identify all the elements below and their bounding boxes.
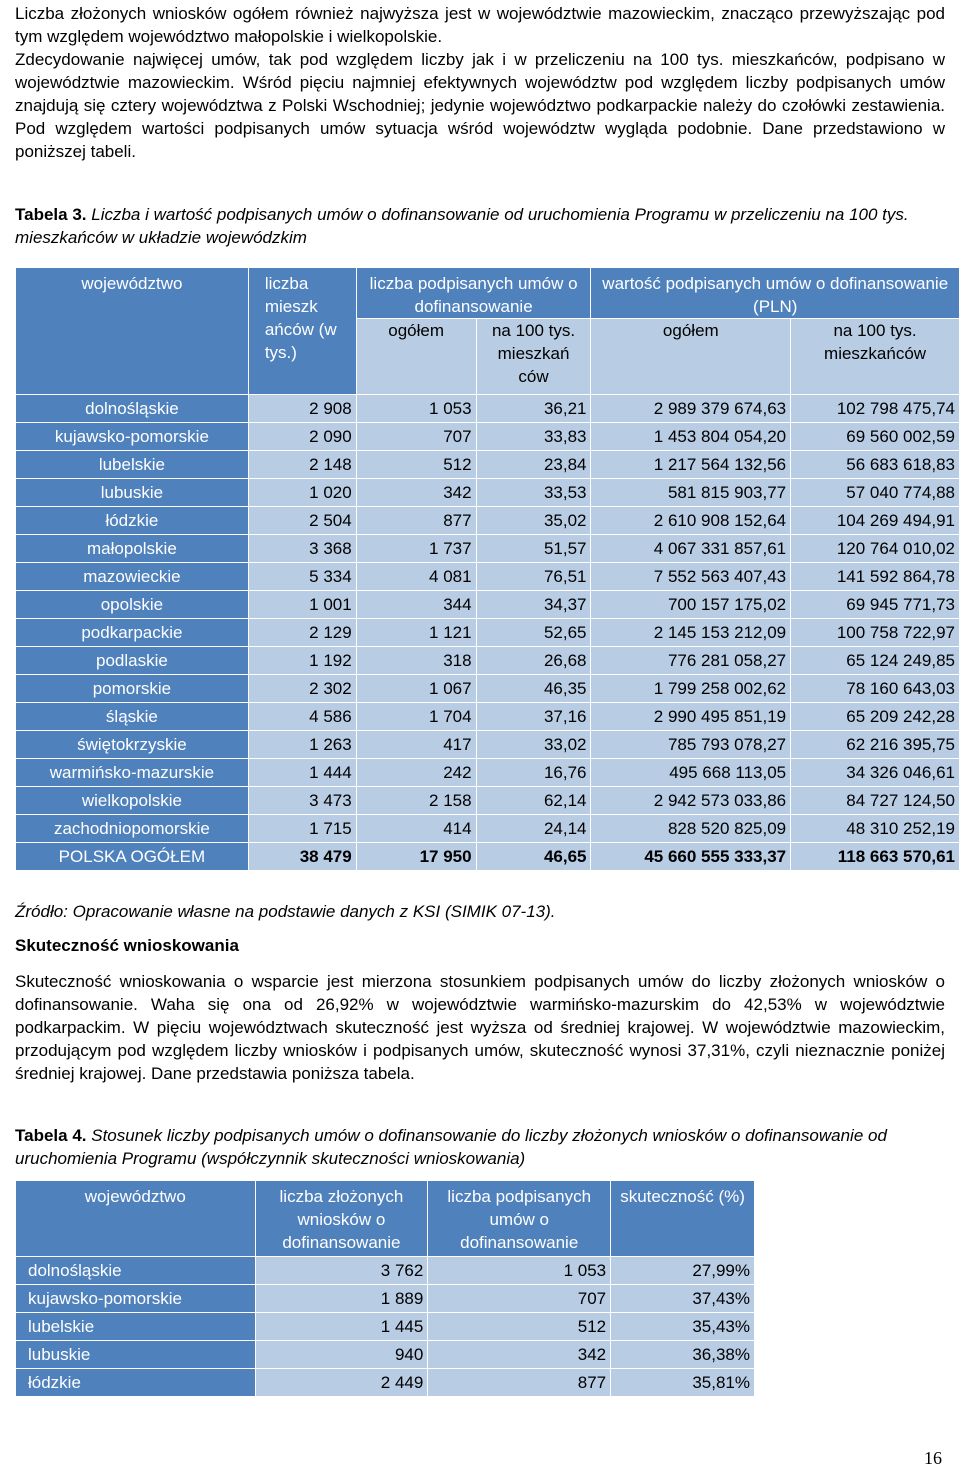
value-cell: 581 815 903,77 <box>591 479 791 507</box>
population-cell: 2 302 <box>248 675 356 703</box>
value-per100-cell: 120 764 010,02 <box>791 535 960 563</box>
count-cell: 4 081 <box>356 563 476 591</box>
count-per100-cell: 76,51 <box>476 563 591 591</box>
table3-row <box>16 451 960 479</box>
table4-caption-text: Stosunek liczby podpisanych umów o dofinansowanie do liczby złożonych wniosków o dofinansowanie od uruchomienia Programu (współczynnik skuteczności wnioskowania) <box>15 1126 887 1168</box>
count-per100-cell: 46,35 <box>476 675 591 703</box>
count-cell: 707 <box>356 423 476 451</box>
count-per100-cell: 33,83 <box>476 423 591 451</box>
population-cell: 3 368 <box>248 535 356 563</box>
population-cell: 1 020 <box>248 479 356 507</box>
table4-header-applications: liczba złożonych wniosków o dofinansowanie <box>255 1181 428 1257</box>
table3-header-count-group: liczba podpisanych umów o dofinansowanie <box>356 268 591 319</box>
table3-caption <box>15 203 945 249</box>
count-per100-cell: 35,02 <box>476 507 591 535</box>
rate-cell: 37,43% <box>611 1285 755 1313</box>
population-cell: 2 148 <box>248 451 356 479</box>
table4-caption <box>15 1124 945 1170</box>
rate-cell: 35,81% <box>611 1369 755 1397</box>
region-cell: śląskie <box>16 703 249 731</box>
table3-header-count-total: ogółem <box>356 319 476 395</box>
region-cell: wielkopolskie <box>16 787 249 815</box>
count-per100-cell: 24,14 <box>476 815 591 843</box>
value-per100-cell: 100 758 722,97 <box>791 619 960 647</box>
count-cell: 1 121 <box>356 619 476 647</box>
section-heading: Skuteczność wnioskowania <box>15 936 239 955</box>
value-per100-cell: 56 683 618,83 <box>791 451 960 479</box>
region-cell: POLSKA OGÓŁEM <box>16 843 249 871</box>
table3-row <box>16 591 960 619</box>
population-cell: 2 908 <box>248 395 356 423</box>
count-cell: 877 <box>356 507 476 535</box>
table4-row <box>16 1257 755 1285</box>
population-cell: 2 090 <box>248 423 356 451</box>
table4-caption-label: Tabela 4. <box>15 1126 87 1145</box>
region-cell: świętokrzyskie <box>16 731 249 759</box>
count-per100-cell: 36,21 <box>476 395 591 423</box>
population-cell: 1 444 <box>248 759 356 787</box>
count-cell: 512 <box>356 451 476 479</box>
region-cell: lubuskie <box>16 479 249 507</box>
value-per100-cell: 84 727 124,50 <box>791 787 960 815</box>
table3-source: Źródło: Opracowanie własne na podstawie danych z KSI (SIMIK 07-13). <box>15 902 556 921</box>
value-cell: 1 453 804 054,20 <box>591 423 791 451</box>
value-cell: 785 793 078,27 <box>591 731 791 759</box>
region-cell: dolnośląskie <box>16 395 249 423</box>
value-per100-cell: 102 798 475,74 <box>791 395 960 423</box>
value-per100-cell: 69 560 002,59 <box>791 423 960 451</box>
count-cell: 1 704 <box>356 703 476 731</box>
value-cell: 4 067 331 857,61 <box>591 535 791 563</box>
value-per100-cell: 48 310 252,19 <box>791 815 960 843</box>
count-cell: 2 158 <box>356 787 476 815</box>
region-cell: małopolskie <box>16 535 249 563</box>
count-per100-cell: 23,84 <box>476 451 591 479</box>
table3-row <box>16 395 960 423</box>
value-per100-cell: 118 663 570,61 <box>791 843 960 871</box>
table3-row <box>16 647 960 675</box>
region-cell: łódzkie <box>16 507 249 535</box>
region-cell: lubelskie <box>16 451 249 479</box>
value-per100-cell: 65 209 242,28 <box>791 703 960 731</box>
table3-header-value-group: wartość podpisanych umów o dofinansowanie (PLN) <box>591 268 960 319</box>
table3-row <box>16 563 960 591</box>
applications-cell: 2 449 <box>255 1369 428 1397</box>
count-per100-cell: 33,53 <box>476 479 591 507</box>
region-cell: mazowieckie <box>16 563 249 591</box>
population-cell: 3 473 <box>248 787 356 815</box>
applications-cell: 1 445 <box>255 1313 428 1341</box>
table3-row <box>16 507 960 535</box>
applications-cell: 1 889 <box>255 1285 428 1313</box>
intro-paragraph-1: Liczba złożonych wniosków ogółem również najwyższa jest w województwie mazowieckim, znacząco przewyższając pod tym względem województwo małopolskie i wielkopolskie. <box>15 4 945 46</box>
value-cell: 2 610 908 152,64 <box>591 507 791 535</box>
value-cell: 495 668 113,05 <box>591 759 791 787</box>
value-cell: 7 552 563 407,43 <box>591 563 791 591</box>
count-per100-cell: 51,57 <box>476 535 591 563</box>
table4 <box>15 1180 755 1397</box>
rate-cell: 27,99% <box>611 1257 755 1285</box>
page-number: 16 <box>924 1448 942 1468</box>
intro-paragraph-2: Zdecydowanie najwięcej umów, tak pod względem liczby jak i w przeliczeniu na 100 tys. mieszkańców, podpisano w województwie mazowieckim. Wśród pięciu najmniej efektywnych województw pod względem liczby podpisanych umów znajdują się cztery województwa z Polski Wschodniej; jedynie województwo podkarpackie należy do czołówki zestawienia. Pod względem wartości podpisanych umów sytuacja wśród województw wygląda podobnie. Dane przedstawiono w poniższej tabeli. <box>15 50 945 161</box>
population-cell: 38 479 <box>248 843 356 871</box>
population-cell: 1 715 <box>248 815 356 843</box>
population-cell: 5 334 <box>248 563 356 591</box>
population-cell: 1 263 <box>248 731 356 759</box>
value-cell: 1 217 564 132,56 <box>591 451 791 479</box>
table3 <box>15 267 960 871</box>
applications-cell: 940 <box>255 1341 428 1369</box>
table4-header-rate: skuteczność (%) <box>611 1181 755 1257</box>
table3-row <box>16 787 960 815</box>
rate-cell: 36,38% <box>611 1341 755 1369</box>
table3-header-value-total: ogółem <box>591 319 791 395</box>
region-cell: opolskie <box>16 591 249 619</box>
count-per100-cell: 52,65 <box>476 619 591 647</box>
table3-row <box>16 619 960 647</box>
value-per100-cell: 57 040 774,88 <box>791 479 960 507</box>
section-paragraph: Skuteczność wnioskowania o wsparcie jest mierzona stosunkiem podpisanych umów do liczby złożonych wniosków o dofinansowanie. Waha się ona od 26,92% w województwie warmińsko-mazurskim do 42,53% w województwie podkarpackim. W pięciu województwach skuteczność jest wyższa od średniej krajowej. W województwie mazowieckim, przodującym pod względem liczby wniosków i podpisanych umów, skuteczność wynosi 37,31%, czyli nieznacznie poniżej średniej krajowej. Dane przedstawia poniższa tabela. <box>15 972 945 1083</box>
value-cell: 2 942 573 033,86 <box>591 787 791 815</box>
value-per100-cell: 104 269 494,91 <box>791 507 960 535</box>
count-cell: 414 <box>356 815 476 843</box>
rate-cell: 35,43% <box>611 1313 755 1341</box>
contracts-cell: 342 <box>428 1341 611 1369</box>
count-per100-cell: 33,02 <box>476 731 591 759</box>
value-per100-cell: 62 216 395,75 <box>791 731 960 759</box>
value-per100-cell: 69 945 771,73 <box>791 591 960 619</box>
region-cell: łódzkie <box>16 1369 256 1397</box>
value-cell: 828 520 825,09 <box>591 815 791 843</box>
value-per100-cell: 65 124 249,85 <box>791 647 960 675</box>
region-cell: pomorskie <box>16 675 249 703</box>
population-cell: 1 001 <box>248 591 356 619</box>
table3-header-count-per100: na 100 tys. mieszkań ców <box>476 319 591 395</box>
table4-row <box>16 1341 755 1369</box>
count-cell: 417 <box>356 731 476 759</box>
table3-row <box>16 759 960 787</box>
value-cell: 1 799 258 002,62 <box>591 675 791 703</box>
value-cell: 45 660 555 333,37 <box>591 843 791 871</box>
table3-row <box>16 703 960 731</box>
value-cell: 700 157 175,02 <box>591 591 791 619</box>
value-per100-cell: 34 326 046,61 <box>791 759 960 787</box>
count-cell: 1 053 <box>356 395 476 423</box>
population-cell: 4 586 <box>248 703 356 731</box>
value-cell: 2 145 153 212,09 <box>591 619 791 647</box>
value-per100-cell: 78 160 643,03 <box>791 675 960 703</box>
table4-header-region: województwo <box>16 1181 256 1257</box>
table3-header-region: województwo <box>16 268 249 395</box>
contracts-cell: 1 053 <box>428 1257 611 1285</box>
count-cell: 344 <box>356 591 476 619</box>
table4-header-contracts: liczba podpisanych umów o dofinansowanie <box>428 1181 611 1257</box>
table3-row <box>16 815 960 843</box>
table3-header-population: liczba mieszk ańców (w tys.) <box>248 268 356 395</box>
table4-row <box>16 1369 755 1397</box>
region-cell: zachodniopomorskie <box>16 815 249 843</box>
count-cell: 342 <box>356 479 476 507</box>
contracts-cell: 877 <box>428 1369 611 1397</box>
region-cell: lubuskie <box>16 1341 256 1369</box>
count-per100-cell: 37,16 <box>476 703 591 731</box>
count-cell: 318 <box>356 647 476 675</box>
count-per100-cell: 46,65 <box>476 843 591 871</box>
population-cell: 2 129 <box>248 619 356 647</box>
population-cell: 2 504 <box>248 507 356 535</box>
region-cell: lubelskie <box>16 1313 256 1341</box>
count-per100-cell: 26,68 <box>476 647 591 675</box>
count-cell: 242 <box>356 759 476 787</box>
table3-row <box>16 479 960 507</box>
count-per100-cell: 62,14 <box>476 787 591 815</box>
value-cell: 2 990 495 851,19 <box>591 703 791 731</box>
table3-caption-label: Tabela 3. <box>15 205 87 224</box>
table3-row <box>16 535 960 563</box>
count-cell: 17 950 <box>356 843 476 871</box>
value-per100-cell: 141 592 864,78 <box>791 563 960 591</box>
region-cell: podkarpackie <box>16 619 249 647</box>
region-cell: kujawsko-pomorskie <box>16 423 249 451</box>
table3-total-row <box>16 843 960 871</box>
table3-row <box>16 675 960 703</box>
applications-cell: 3 762 <box>255 1257 428 1285</box>
region-cell: dolnośląskie <box>16 1257 256 1285</box>
population-cell: 1 192 <box>248 647 356 675</box>
contracts-cell: 707 <box>428 1285 611 1313</box>
table3-row <box>16 423 960 451</box>
count-cell: 1 737 <box>356 535 476 563</box>
table3-header-value-per100: na 100 tys. mieszkańców <box>791 319 960 395</box>
count-per100-cell: 34,37 <box>476 591 591 619</box>
table4-row <box>16 1285 755 1313</box>
region-cell: warmińsko-mazurskie <box>16 759 249 787</box>
value-cell: 776 281 058,27 <box>591 647 791 675</box>
count-per100-cell: 16,76 <box>476 759 591 787</box>
count-cell: 1 067 <box>356 675 476 703</box>
table3-row <box>16 731 960 759</box>
region-cell: podlaskie <box>16 647 249 675</box>
value-cell: 2 989 379 674,63 <box>591 395 791 423</box>
table3-caption-text: Liczba i wartość podpisanych umów o dofinansowanie od uruchomienia Programu w przeliczeniu na 100 tys. mieszkańców w układzie wojewódzkim <box>15 205 909 247</box>
contracts-cell: 512 <box>428 1313 611 1341</box>
region-cell: kujawsko-pomorskie <box>16 1285 256 1313</box>
table4-row <box>16 1313 755 1341</box>
